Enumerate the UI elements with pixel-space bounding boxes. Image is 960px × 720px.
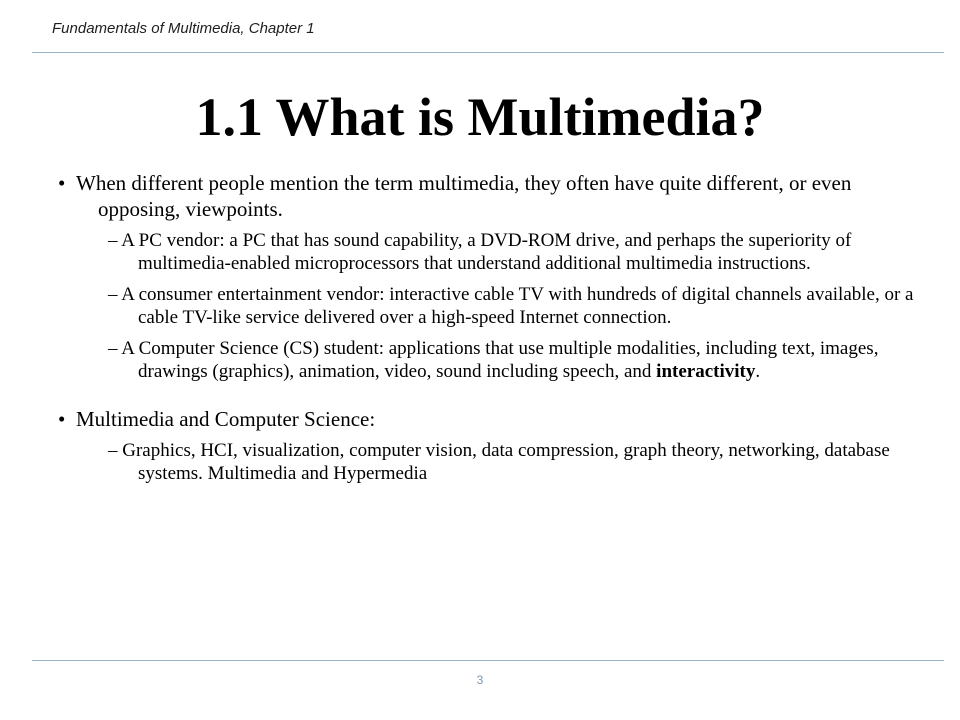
slide-title: 1.1 What is Multimedia? [195,87,765,147]
bullet-text: Multimedia and Computer Science: [76,407,376,431]
subitem-text: A consumer entertainment vendor: interactive cable TV with hundreds of digital channels available, or a cable TV-like service delivered over a high-speed Internet connection. [121,284,914,328]
slide-content [58,170,918,485]
page-number: 3 [476,673,484,687]
bullet-multimedia-cs [58,406,918,432]
bullet-text: When different people mention the term multimedia, they often have quite different, or even opposing, viewpoints. [76,171,852,221]
subitem-cs-fields [108,439,918,485]
subitem-cs-student [108,337,918,383]
header-divider [32,52,944,53]
emphasis-interactivity: interactivity [656,361,756,382]
dash-icon: – [108,338,118,359]
dash-icon: – [108,284,118,305]
subitem-pc-vendor [108,229,918,275]
dash-icon: – [108,440,118,461]
subitem-text: Graphics, HCI, visualization, computer vision, data compression, graph theory, networking, database systems. Multimedia and Hypermedia [122,440,890,484]
footer-divider [32,660,944,661]
bullet-viewpoints [58,170,918,222]
bullet-icon: • [58,171,66,195]
subitem-text: A PC vendor: a PC that has sound capability, a DVD-ROM drive, and perhaps the superiority of multimedia-enabled microprocessors that understand additional multimedia instructions. [121,230,852,274]
subitem-entertainment-vendor [108,283,918,329]
slide-header: Fundamentals of Multimedia, Chapter 1 [52,20,315,37]
subitem-text: A Computer Science (CS) student: applications that use multiple modalities, including text, images, drawings (graphics), animation, video, sound including speech, and [121,338,879,382]
bullet-icon: • [58,407,66,431]
subitem-text-end: . [755,361,761,382]
dash-icon: – [108,230,118,251]
